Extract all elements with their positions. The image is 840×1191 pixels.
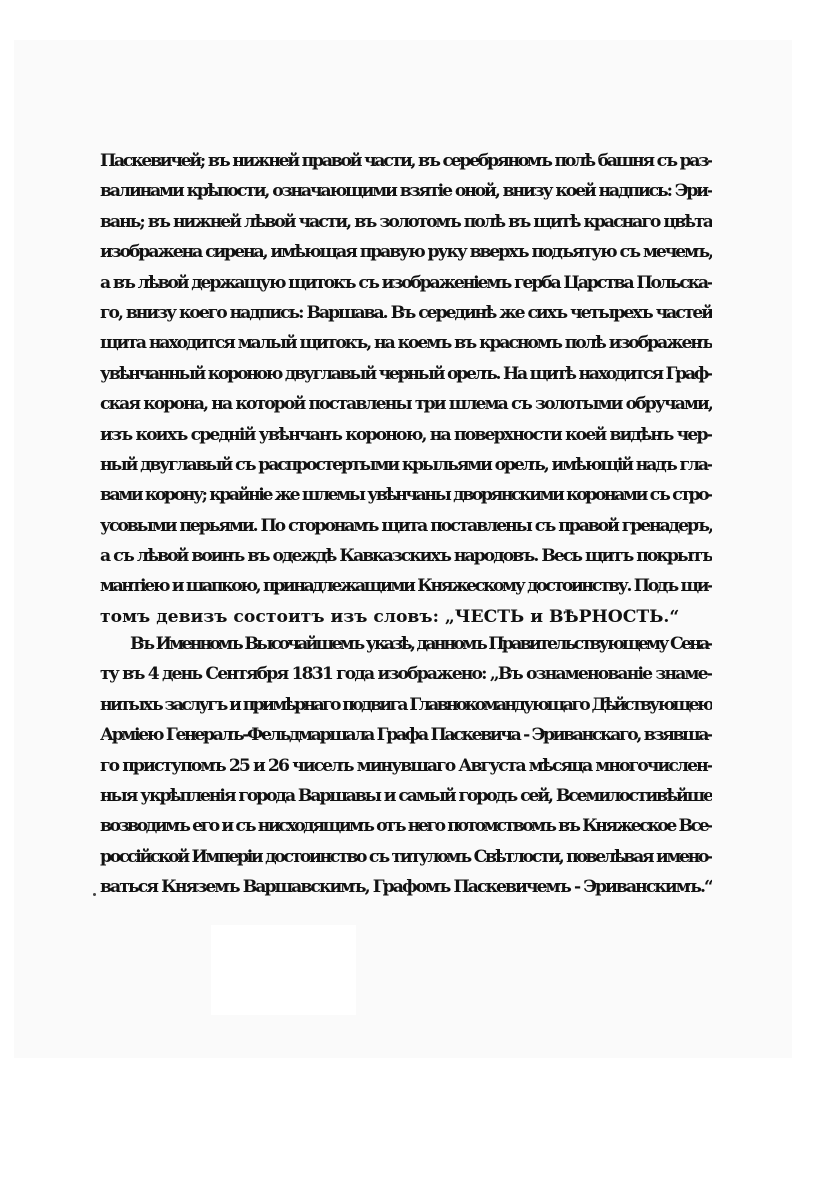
text-line: ская корона, на которой поставлены три шлема съ золотыми обручами,: [100, 394, 712, 415]
text-line: щита находится малый щитокъ, на коемъ въ красномъ полѣ изображенъ: [100, 333, 712, 354]
text-line: вами корону; крайніе же шлемы увѣнчаны дворянскими коронами съ стро-: [100, 485, 712, 506]
ink-speck: [93, 893, 96, 896]
text-line: Паскевичей; въ нижней правой части, въ серебряномъ полѣ башня съ раз-: [100, 151, 712, 171]
text-line: вань; въ нижней лѣвой части, въ золотомъ полѣ въ щитѣ краснаго цвѣта: [100, 211, 712, 232]
text-line: го, внизу коего надпись: Варшава. Въ серединѣ же сихъ четырехъ частей: [100, 302, 712, 323]
text-line: изъ коихъ средній увѣнчанъ короною, на поверхности коей видѣнъ чер-: [100, 424, 712, 445]
text-line: ный двуглавый съ распростертыми крыльями орелъ, имѣющій надъ гла-: [100, 454, 712, 475]
paragraph-coat-of-arms: [100, 146, 712, 632]
text-line: а съ лѣвой воинъ въ одеждѣ Кавказскихъ народовъ. Весь щитъ покрытъ: [100, 546, 712, 567]
text-line: Арміею Генералъ-Фельдмаршала Графа Паскевича - Эриванскаго, взявша-: [100, 725, 712, 746]
text-line: возводимъ его и съ нисходящимъ отъ него потомствомъ въ Княжеское Все-: [100, 816, 712, 837]
text-line: россійской Имперіи достоинство съ титуломъ Свѣтлости, повелѣвая имено-: [100, 846, 712, 867]
text-line-motto: томъ девизъ состоитъ изъ словъ: „ЧЕСТЬ и ВѢРНОСТЬ.“: [100, 606, 680, 627]
paragraph-imperial-decree: [100, 629, 712, 903]
text-line: ныя укрѣпленія города Варшавы и самый городъ сей, Всемилостивѣйше: [100, 785, 712, 806]
text-line: ваться Княземъ Варшавскимъ, Графомъ Паскевичемъ - Эриванскимъ.“: [100, 877, 712, 898]
text-line: го приступомъ 25 и 26 чиселъ минувшаго Августа мѣсяца многочислен-: [100, 755, 712, 776]
text-line: увѣнчанный короною двуглавый черный орелъ. На щитѣ находится Граф-: [100, 363, 712, 384]
text-line: изображена сирена, имѣющая правую руку вверхъ подъятую съ мечемъ,: [100, 242, 712, 263]
text-line: ту въ 4 день Сентября 1831 года изображено: „Въ ознаменованіе знаме-: [100, 664, 712, 685]
text-line: усовыми перьями. По сторонамъ щита поставлены съ правой гренадеръ,: [100, 515, 712, 536]
text-line: мантіею и шапкою, принадлежащими Княжескому достоинству. Подъ щи-: [100, 576, 712, 597]
blank-patch: [211, 925, 356, 1015]
text-line: валинами крѣпости, означающими взятіе оной, внизу коей надпись: Эри-: [100, 181, 712, 202]
text-line: Въ Именномъ Высочайшемъ указѣ, данномъ Правительствующему Сена-: [130, 634, 712, 654]
text-line: нитыхъ заслугъ и примѣрнаго подвига Главнокомандующаго Дѣйствующею: [100, 694, 712, 715]
text-line: а въ лѣвой держащую щитокъ съ изображеніемъ герба Царства Польска-: [100, 272, 712, 293]
